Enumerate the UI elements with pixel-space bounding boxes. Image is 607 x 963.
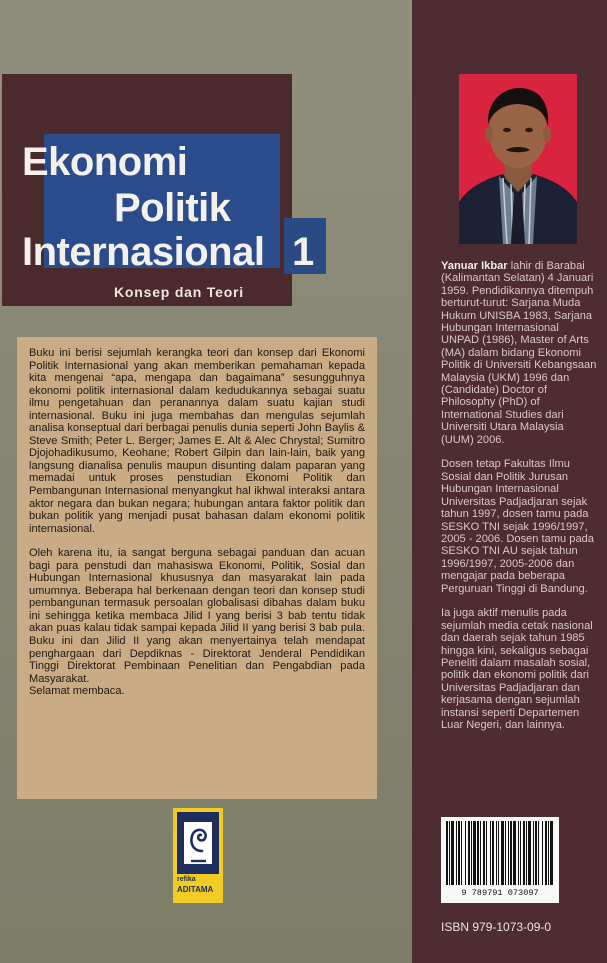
description-paragraph-1: Buku ini berisi sejumlah kerangka teori dan konsep dari Ekonomi Politik Internasional yang akan memberikan pemahaman kepada kita mengenai “apa, mengapa dan bagaimana” sesungguhnya ekonomi politik internasional dalam kedudukannya sebagai suatu ilmu pengetahuan dan peranannya dalam suatu kajian studi internasional. Buku ini juga membahas dan mengulas sejumlah analisa konseptual dari berbagai penulis dunia seperti John Baylis & Steve Smith; Peter L. Berger; James E. Alt & Alec Chrystal; Sumitro Djojohadikusumo, Keohane; Robert Gilpin dan lain-lain, baik yang langsung dianalisa penulis maupun disunting dalam paparan yang memadai untuk proses penstudian Ekonomi Politik dan Pembangunan Internasional menyangkut hal ikhwal interaksi antara aktor negara dan bukan negara; hubungan antara faktor politik dan bukan politik yang menjadi pusat bahasan dalam ekonomi politik internasional.: [29, 347, 365, 535]
publisher-name: ADITAMA: [177, 885, 214, 894]
barcode-bar: [492, 821, 494, 885]
description-paragraph-2-text: Oleh karena itu, ia sangat berguna sebagai panduan dan acuan bagi para penstudi dan mahasiswa Ekonomi, Politik, Sosial dan Hubungan Internasional khususnya dan masyarakat lain pada umumnya. Beberapa hal berkenaan dengan teori dan konsep studi pembangunan termasuk persoalan globalisasi dibahas dalam buku ini sehingga ketika membaca Jilid I yang berisi 3 bab tentu tidak akan puas kalau tidak sampai kepada Jilid II yang berisi 3 bab pula. Buku ini dan Jilid II yang akan menyertainya telah mendapat penghargaan dari Depdiknas - Direktorat Jenderal Pendidikan Tinggi Direktorat Pembinaan Penelitian dan Pengabdian pada Masyarakat.: [29, 547, 365, 685]
barcode-bar: [526, 821, 527, 885]
barcode-bar: [458, 821, 460, 885]
barcode-bar: [473, 821, 476, 885]
bio-paragraph-1: [441, 260, 597, 446]
barcode-bar: [465, 821, 466, 885]
barcode-bar: [451, 821, 454, 885]
barcode-bars: [446, 821, 554, 887]
barcode-bar: [533, 821, 534, 885]
barcode-bar: [477, 821, 479, 885]
publisher-emblem-icon: [183, 821, 213, 865]
barcode-bar: [520, 821, 521, 885]
book-subtitle: Konsep dan Teori: [114, 284, 244, 300]
description-closing: Selamat membaca.: [29, 685, 125, 698]
bio-paragraph-2: Dosen tetap Fakultas Ilmu Sosial dan Politik Jurusan Hubungan Internasional Universitas Padjadjaran sejak tahun 1997, dosen tamu pada SESKO TNI sejak 1996/1997, 2005 - 2006. Dosen tamu pada SESKO TNI AU sejak tahun 1996/1997, 2005-2006 dan mengajar pada beberapa Perguruan Tinggi di Bandung.: [441, 458, 594, 595]
barcode-bar: [449, 821, 450, 885]
barcode-bar: [486, 821, 487, 885]
barcode-bar: [496, 821, 497, 885]
barcode-bar: [468, 821, 470, 885]
barcode-bar: [542, 821, 543, 885]
author-photo: [459, 74, 577, 244]
title-line-3: Internasional: [22, 230, 265, 274]
author-biography: [441, 260, 597, 744]
book-description: [17, 337, 377, 799]
publisher-logo: [173, 808, 223, 903]
description-paragraph-2: [29, 547, 365, 698]
barcode-bar: [513, 821, 516, 885]
isbn-number: ISBN 979-1073-09-0: [441, 920, 552, 934]
barcode-bar: [471, 821, 472, 885]
barcode-bar: [510, 821, 512, 885]
title-line-2: Politik: [114, 186, 231, 230]
barcode-bar: [505, 821, 506, 885]
author-portrait-image: [459, 74, 577, 244]
bio-paragraph-3: Ia juga aktif menulis pada sejumlah media cetak nasional dan daerah sejak tahun 1985 hingga kini, sekaligus sebagai Peneliti dalam masalah sosial, politik dan ekonomi politik dari Universitas Padjadjaran dan kerjasama dengan sejumlah instansi seperti Departemen Luar Negeri, dan lainnya.: [441, 607, 593, 731]
title-line-1: Ekonomi: [22, 140, 188, 184]
barcode-bar: [518, 821, 519, 885]
barcode-bar: [550, 821, 553, 885]
barcode-bar: [480, 821, 481, 885]
bio-paragraph-1-text: lahir di Barabai (Kalimantan Selatan) 4 Januari 1959. Pendidikannya ditempuh berturut-turut: Sarjana Muda Hukum UNISBA 1983, Sarjana Hubungan Internasional UNPAD (1986), Master of Arts (MA) dalam bidang Ekonomi Politik di Universiti Kebangsaan Malaysia (UKM) 1996 dan (Candidate) Doctor of Philosophy (PhD) of International Studies dari Universiti Utara Malaysia (UUM) 2006.: [441, 260, 597, 446]
barcode-bar: [508, 821, 509, 885]
barcode-bar: [483, 821, 485, 885]
barcode-bar: [498, 821, 499, 885]
barcode-bar: [538, 821, 539, 885]
barcode: [441, 817, 559, 903]
volume-number: 1: [292, 230, 314, 274]
barcode-bar: [461, 821, 462, 885]
barcode-bar: [446, 821, 448, 885]
barcode-bar: [545, 821, 547, 885]
barcode-bar: [523, 821, 525, 885]
barcode-bar: [490, 821, 491, 885]
barcode-bar: [456, 821, 457, 885]
author-name: Yanuar Ikbar: [441, 260, 508, 272]
barcode-bar: [535, 821, 537, 885]
barcode-bar: [501, 821, 504, 885]
publisher-name-small: refika: [177, 876, 196, 883]
barcode-digits: 9 789791 073097: [461, 888, 539, 898]
barcode-bar: [528, 821, 531, 885]
publisher-emblem: [177, 812, 219, 874]
barcode-bar: [548, 821, 549, 885]
